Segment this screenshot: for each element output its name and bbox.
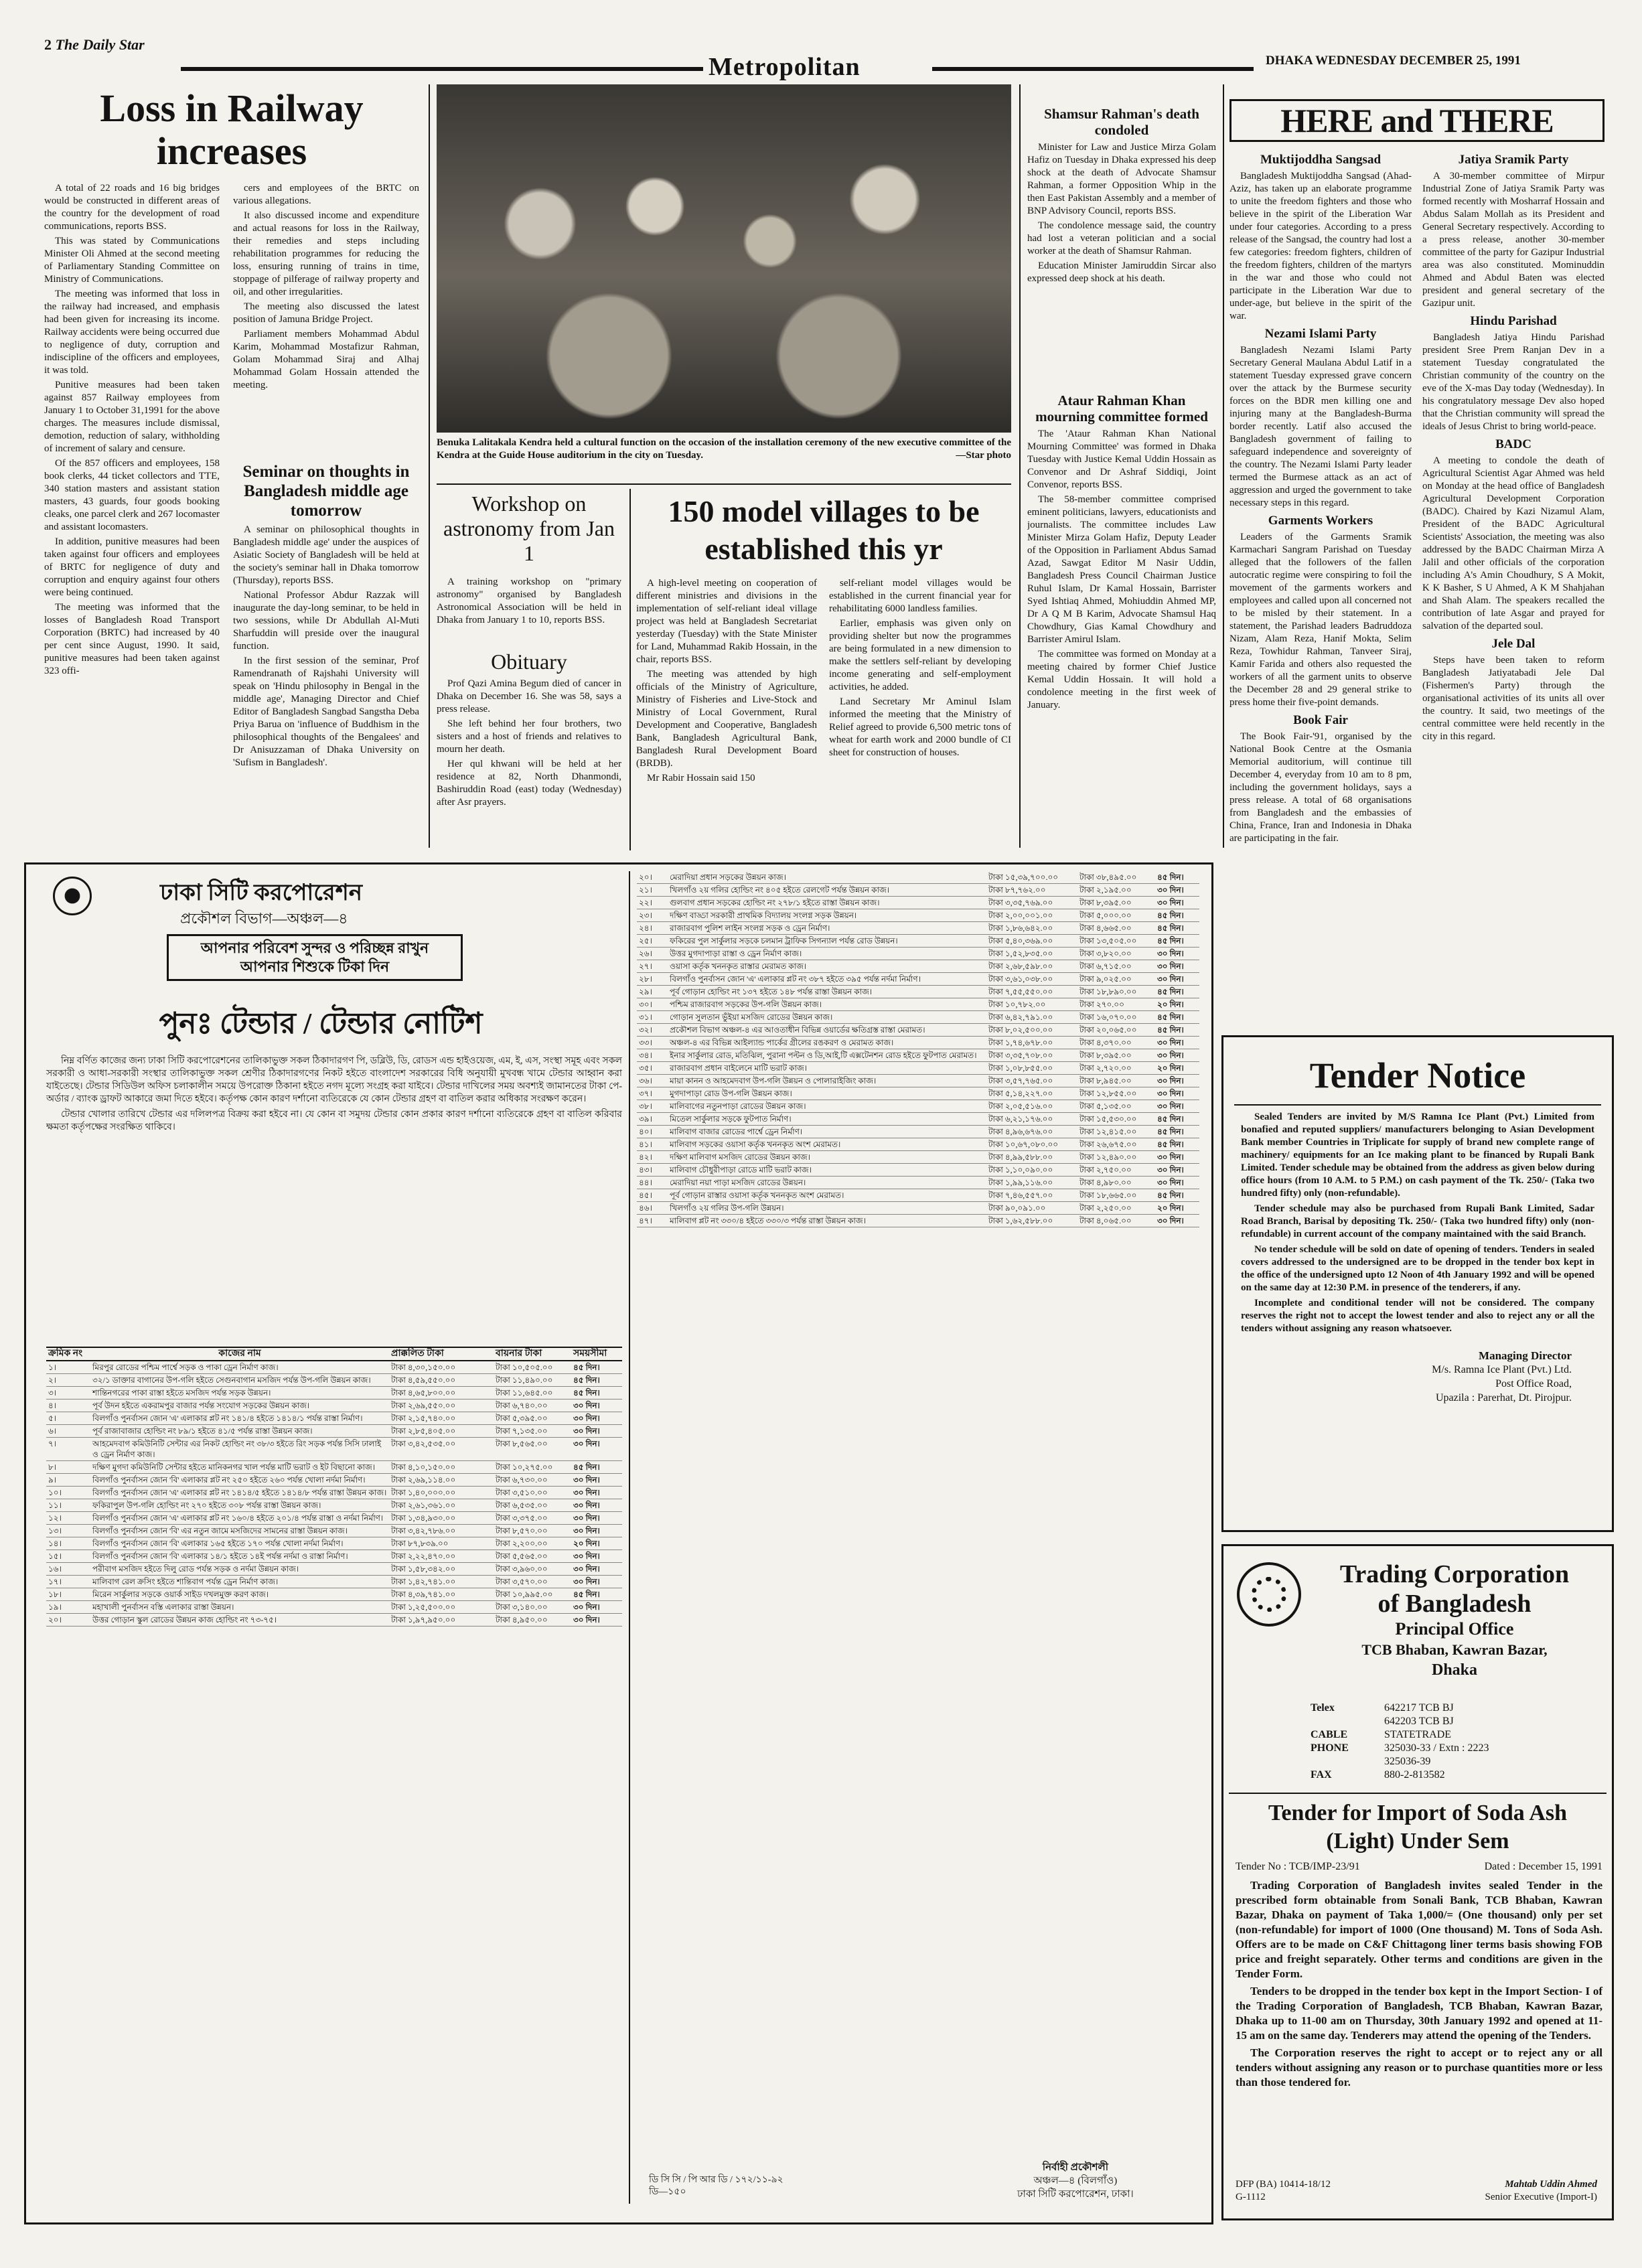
table-row: ৩১। গোড়ান সুলতান ভুঁইয়া মসজিদ রোডের উন্নয়ন কাজ। টাকা ৬,৪২,৭৯১.০০ টাকা ১৬,০৭০.০০ ৪৫ দিন।	[637, 1011, 1199, 1024]
dcc-intro: নিম্ন বর্ণিত কাজের জন্য ঢাকা সিটি করপোরেশনের তালিকাভুক্ত সকল ঠিকাদারগণ পি, ডব্লিউ, ডি, রোডস এন্ড হাইওয়েজ, এম, ই, এস, সংস্থা সমূহ এবং সকল সরকারী ও আধা-সরকারী সংস্থার তালিকাভুক্ত সকল শ্রেণীর ঠিকাদারগণের নিকট হইতে বাংলাদেশ সরকারের বিধি অনুযায়ী মুখবন্ধ খামে টেন্ডার আহ্বান করা যাইতেছে। টেন্ডার সিডিউল অফিস চলাকালীন সময়ে উপরোক্ত ঠিকানা হইতে নগদ মূল্যে সংগ্রহ করা যাইবে। টেন্ডার দাখিলের সময় অবশ্যই জামানতের টাকা পে-অর্ডার / ব্যাংক ড্রাফট আকারে জমা দিতে হইবে। কর্তৃপক্ষ কোন কারণ দর্শানো ব্যতিরেকে যে কোন টেন্ডার গ্রহণ বা বাতিল করার অধিকার সংরক্ষণ করেন। টেন্ডার খোলার তারিখে টেন্ডার এর দলিলপত্র বিক্রয় করা হইবে না। যে কোন বা সমুদয় টেন্ডার কোন প্রকার কারণ দর্শানো ব্যতিরেকে গ্রহণ বা বাতিল করিবার ক্ষমতা কর্তৃপক্ষের সংরক্ষিত থাকিবে।	[46, 1056, 622, 1132]
table-row: ৪৫। পূর্ব গোড়ান রাস্তার ওয়াসা কর্তৃক খননকৃত অংশ মেরামত। টাকা ৭,৪৬,৫৫৭.০০ টাকা ১৮,৬৬৫.০০ ৪৫ দিন।	[637, 1189, 1199, 1202]
page-number: 2 The Daily Star	[44, 36, 145, 53]
tender-notice-box: Tender Notice Sealed Tenders are invited by M/S Ramna Ice Plant (Pvt.) Limited from bonafied and reputed suppliers/ manufacturers belonging to Asian Development Bank member Countries in Triplicate for supply of brand new complete range of machinery/ equipments for an Ice making plant to be financed by Rupali Bank Limited. Tender schedule may be obtained from the address as given below during office hours (from 10 A.M. to 5 P.M.) on cash payment of the Tk. 250/- (Taka two hundred fifty) only (non-refundable). Tender schedule may also be purchased from Rupali Bank Limited, Sadar Road Branch, Barisal by depositing Tk. 250/- (Taka two hundred fifty) only (non-refundable) in current account of the company maintained with the said Branch. No tender schedule will be sold on date of opening of tenders. Tenders in sealed covers addressed to the undersigned are to be dropped in the tender box kept in the office of the undersigned upto 12 Noon of 4th January 1992 and will be opened on the same day at 12:30 P.M. in presence of the tenderers, if any. Incomplete and conditional tender will not be considered. The company reserves the right not to accept the lowest tender and also to reject any or all the tenders without assigning any reason whatsoever. Managing Director M/s. Ramna Ice Plant (Pvt.) Ltd. Post Office Road, Upazila : Parerhat, Dt. Pirojpur.	[1221, 1035, 1614, 1532]
here-item-head: Book Fair	[1293, 713, 1348, 727]
section-title: Metropolitan	[708, 53, 861, 81]
table-row: ২৩। দক্ষিণ বাড্ডা সরকারী প্রাথমিক বিদ্যালয় সংলগ্ন সড়ক উন্নয়ন। টাকা ২,০০,০০১.০০ টাকা ৫,০০০.০০ ৪৫ দিন।	[637, 909, 1199, 922]
table-row: ৫। বিলগাঁও পুনর্বাসন জোন 'এ' এলাকার প্লট নং ১৪১/৪ হইতে ১৪১৪/১ পর্যন্ত রাস্তা নির্মাণ। টাকা ২,১৫,৭৪০.০০ টাকা ৫,৩৯৫.০০ ৩০ দিন।	[46, 1412, 622, 1425]
table-row: ৪। পূর্ব উদন হইতে একরামপুর বাজার পর্যন্ত সংযোগ সড়কের উন্নয়ন কাজ। টাকা ২,৬৯,৫৫০.০০ টাকা ৬,৭৪০.০০ ৩০ দিন।	[46, 1400, 622, 1412]
table-row: ৩৫। রাজারবাগ প্রধান বাইলেনে মাটি ভরাট কাজ। টাকা ১,০৮,৮৫৫.০০ টাকা ২,৭২০.০০ ২০ দিন।	[637, 1062, 1199, 1075]
here-col-1	[1229, 149, 1412, 1166]
railway-title: Loss in Railway increases	[100, 86, 364, 173]
tcb-tender-box: Trading Corporation of Bangladesh Principal Office TCB Bhaban, Kawran Bazar, Dhaka Telex 642217 TCB BJ 642203 TCB BJ CABLE STATETRADE PHONE 325030-33 / Extn : 2223 325036-39 FAX 880-2-813582 Tender for Import of Soda Ash (Light) Under Sem Tender No : TCB/IMP-23/91 Dated : December 15, 1991 Trading Corporation of Bangladesh invites sealed Tender in the prescribed form obtainable from Sonali Bank, TCB Bhaban, Kawran Bazar, Dhaka on payment of Taka 1,000/= (One thousand) only per set (non-refundable) for import of 1000 (One thousand) M. Tons of Soda Ash. Offers are to be made on C&F Chittagong liner terms basis showing FOB price and freight separately. Other terms and conditions are given in the Tender Form. Tenders to be dropped in the tender box kept in the Import Section- I of the Trading Corporation of Bangladesh, TCB Bhaban, Kawran Bazar, Dhaka up to 11-00 am on Thursday, 30th January 1992 and opened at 11-15 am on the same day. Tenderers may attend the opening of the Tenders. The Corporation reserves the right to accept or to reject any or all tenders without assigning any reason or to purchase quantities more or less than those tendered for. DFP (BA) 10414-18/12 G-1112 Mahtab Uddin Ahmed Senior Executive (Import-I)	[1221, 1544, 1614, 2220]
workshop-body: A training workshop on "primary astronomy" organised by Bangladesh Astronomical Association will be held in Dhaka from January 1 to 10, reports BSS.	[437, 577, 621, 625]
table-row: ৪৩। মালিবাগ চৌধুরীপাড়া রোডে মাটি ভরাট কাজ। টাকা ১,১০,০৯০.০০ টাকা ২,৭৫০.০০ ৩০ দিন।	[637, 1164, 1199, 1177]
table-row: ৩। শান্তিনগরের পাকা রাস্তা হইতে মসজিদ পর্যন্ত সড়ক উন্নয়ন। টাকা ৪,৬৫,৮০০.০০ টাকা ১১,৬৪৫.০০ ৪৫ দিন।	[46, 1387, 622, 1400]
dcc-dept: প্রকৌশল বিভাগ—অঞ্চল—৪	[180, 910, 348, 927]
workshop-title: Workshop on astronomy from Jan 1	[443, 492, 615, 565]
here-item: Garments Workers Leaders of the Garments Sramik Karmachari Sangram Parishad on Tuesday alleged that the followers of the fallen autocratic regime were conspiring to foil the movement of the garments workers and employees and called upon all concerned not to be misled by their statement. In a statement, the Parishad leaders Badruddoza Nizam, Alam Reza, Hanif Mokta, Selim Reza, Towhidur Rahman, Tanveer Siraj, Kamir Farida and others also requested the workers of all the garment units to observe the December 28 and 29 general strike to press home their five-point demands.	[1229, 514, 1412, 708]
here-col-2	[1422, 149, 1604, 1019]
obituary-title: Obituary	[491, 650, 567, 674]
here-item: BADC A meeting to condole the death of Agricultural Scientist Agar Ahmed was held on Monday at the head office of Bangladesh Agricultural Development Corporation (BADC). Chaired by Kazi Nizamul Alam, President of the BADC Agricultural Scientists' Association, the meeting was also addressed by the BADC Chairman Mirza A Jalil and other officials of the corporation including A's Amin Choudhury, S A Mokit, K K Basher, S U Ahmed, A K M Shahjahan and Shah Alam. The speakers recalled the contribution of late Asgar and prayed for salvation of the departed soul.	[1422, 437, 1604, 631]
table-row: ৩৩। অঞ্চল-৪ এর বিভিন্ন আইল্যান্ড পার্কের গ্রীলের রঙকরণ ও মেরামত কাজ। টাকা ১,৭৪,৬৭৮.০০ টাকা ৪,৩৭০.০০ ৩০ দিন।	[637, 1037, 1199, 1049]
tcb-contacts: Telex 642217 TCB BJ 642203 TCB BJ CABLE STATETRADE PHONE 325030-33 / Extn : 2223 325036-39 FAX 880-2-813582	[1311, 1702, 1489, 1781]
here-item: Muktijoddha Sangsad Bangladesh Muktijoddha Sangsad (Ahad-Aziz, has taken up an elaborate programme to unite the freedom fighters and those who believe in the spirit of the Liberation War under four categories. According to a press release of the Sangsad, the country had lost a few categories: freedom fighters, children of the freedom fighters, children of the martyrs in the war and those who could not participate in the Liberation War due to under-age, but believe in the spirit of the war.	[1229, 153, 1412, 321]
table-row: ৩২। প্রকৌশল বিভাগ অঞ্চল-৪ এর আওতাধীন বিভিন্ন ওয়ার্ডের ক্ষতিগ্রস্ত রাস্তা মেরামত। টাকা ৮,০২,৫০০.০০ টাকা ২০,০৬৫.০০ ৪৫ দিন।	[637, 1024, 1199, 1037]
dcc-table-left: ক্রমিক নং কাজের নাম প্রাক্কলিত টাকা বায়নার টাকা সময়সীমা ১। মিরপুর রোডের পশ্চিম পার্শ্বে সড়ক ও পাকা ড্রেন নির্মাণ কাজ। টাকা ৪,৩০,১৫০.০০ টাকা ১০,৫০৫.০০ ৪৫ দিন। ২। ৩২/১ ডাক্তার বাগানের উপ-গলি হইতে সেগুনবাগান মসজিদ পর্যন্ত উপ-গলি উন্নয়ন কাজ। টাকা ৪,৫৯,৫৫০.০০ টাকা ১১,৪৯০.০০ ৪৫ দিন। ৩। শান্তিনগরের পাকা রাস্তা হইতে মসজিদ পর্যন্ত সড়ক উন্নয়ন। টাকা ৪,৬৫,৮০০.০০ টাকা ১১,৬৪৫.০০ ৪৫ দিন। ৪। পূর্ব উদন হইতে একরামপুর বাজার পর্যন্ত সংযোগ সড়কের উন্নয়ন কাজ। টাকা ২,৬৯,৫৫০.০০ টাকা ৬,৭৪০.০০ ৩০ দিন। ৫। বিলগাঁও পুনর্বাসন জোন 'এ' এলাকার প্লট নং ১৪১/৪ হইতে ১৪১৪/১ পর্যন্ত রাস্তা নির্মাণ। টাকা ২,১৫,৭৪০.০০ টাকা ৫,৩৯৫.০০ ৩০ দিন। ৬। পূর্ব রাজাবাজার হোল্ডিং নং ৮৯/১ হইতে ৪১/৫ পর্যন্ত রাস্তা উন্নয়ন কাজ। টাকা ২,৮৫,৪০৫.০০ টাকা ৭,১৩৫.০০ ৩০ দিন। ৭। আহমেদবাগ কমিউনিটি সেন্টার এর নিকট হোল্ডিং নং ৩৮/৩ হইতে রিং সড়ক পর্যন্ত সিসি ঢালাই ও ড্রেন নির্মাণ কাজ। টাকা ৩,৪২,৫৩৫.০০ টাকা ৮,৫৬৫.০০ ৩০ দিন। ৮। দক্ষিণ মুগদা কমিউনিটি সেন্টার হইতে মানিকনগর খাল পর্যন্ত মাটি ভরাট ও ইট বিছানো কাজ। টাকা ৪,১০,১৫০.০০ টাকা ১০,২৭৫.০০ ৪৫ দিন। ৯। বিলগাঁও পুনর্বাসন জোন 'বি' এলাকার প্লট নং ২৫০ হইতে ২৬০ পর্যন্ত খোলা নর্দমা নির্মাণ। টাকা ২,৬৯,১১৪.০০ টাকা ৬,৭৩০.০০ ৩০ দিন। ১০। বিলগাঁও পুনর্বাসন জোন 'এ' এলাকার প্লট নং ১৪১৪/৫ হইতে ১৪১৪/৮ পর্যন্ত রাস্তা উন্নয়ন কাজ। টাকা ১,৪০,০০০.০০ টাকা ৩,৫১০.০০ ৩০ দিন। ১১। ফকিরাপুল উপ-গলি হোল্ডিং নং ২৭০ হইতে ৩০৮ পর্যন্ত রাস্তা উন্নয়ন কাজ। টাকা ২,৬১,৩৬১.০০ টাকা ৬,৫৩৫.০০ ৩০ দিন। ১২। বিলগাঁও পুনর্বাসন জোন 'এ' এলাকার প্লট নং ১৬০/৪ হইতে ২০১/৪ পর্যন্ত রাস্তা ও নর্দমা নির্মাণ। টাকা ১,৩৪,৯৩০.০০ টাকা ৩,৩৭৫.০০ ৩০ দিন। ১৩। বিলগাঁও পুনর্বাসন জোন 'বি' এর নতুন জামে মসজিদের সামনের রাস্তা উন্নয়ন কাজ। টাকা ৩,৪২,৭৮৬.০০ টাকা ৮,৫৭০.০০ ৩০ দিন। ১৪। বিলগাঁও পুনর্বাসন জোন 'বি' এলাকার ১৬৫ হইতে ১৭০ পর্যন্ত খোলা নর্দমা নির্মাণ। টাকা ৮৭,৮৩৯.০০ টাকা ২,২০০.০০ ২০ দিন। ১৫। বিলগাঁও পুনর্বাসন জোন 'বি' এলাকার ১৪/১ হইতে ১৪ই পর্যন্ত নর্দমা ও রাস্তা নির্মাণ। টাকা ২,২২,৪৭০.০০ টাকা ৫,৫৬৫.০০ ৩০ দিন। ১৬। পরীবাগ মসজিদ হইতে দিলু রোড পর্যন্ত সড়ক ও নর্দমা উন্নয়ন কাজ। টাকা ১,৫৮,৩৪২.০০ টাকা ৩,৯৬০.০০ ৩০ দিন। ১৭। মালিবাগ রেল ক্রসিং হইতে শান্তিবাগ পর্যন্ত ড্রেন নির্মাণ কাজ। টাকা ১,৪২,৭৪১.০০ টাকা ৩,৫৭০.০০ ৩০ দিন। ১৮। মিরেন সার্কুলার সড়কে ওয়ার্ক সাইড দখলমুক্ত করণ কাজ। টাকা ৪,৩৯,৭৪১.০০ টাকা ১০,৯৯৫.০০ ৪৫ দিন। ১৯। মহাখালী পুনর্বাসন বস্তি এলাকার রাস্তা উন্নয়ন। টাকা ১,২৫,৫০০.০০ টাকা ৩,১৪০.০০ ৩০ দিন। ২০। উত্তর গোড়ান স্কুল রোডের উন্নয়ন কাজ হোল্ডিং নং ৭৩-৭৫। টাকা ১,৯৭,৯৫০.০০ টাকা ৪,৯৫০.০০ ৩০ দিন।	[46, 1347, 622, 1627]
table-row: ৬। পূর্ব রাজাবাজার হোল্ডিং নং ৮৯/১ হইতে ৪১/৫ পর্যন্ত রাস্তা উন্নয়ন কাজ। টাকা ২,৮৫,৪০৫.০০ টাকা ৭,১৩৫.০০ ৩০ দিন।	[46, 1425, 622, 1438]
here-item-head: Garments Workers	[1268, 514, 1373, 528]
railway-col-2: cers and employees of the BRTC on various allegations. It also discussed income and expenditure and actual reasons for loss in the Railway, their remedies and steps including rehabilitation programmes for reducing the loss, ensuring running of trains in time, stoppage of pilferage of railway property and oil, and other irregularities. The meeting also discussed the latest position of Jamuna Bridge Project. Parliament members Mohammad Abdul Karim, Mohammad Mostafizur Rahman, Golam Mohammad Siraj and Alhaj Mohammad Golam Hossain attended the meeting.	[233, 183, 419, 390]
tcb-tender-title: Tender for Import of Soda Ash (Light) Under Sem	[1268, 1801, 1568, 1854]
dcc-footer-ref: ডি সি সি / পি আর ডি / ১৭২/১১-৯২	[649, 2175, 783, 2185]
dateline: DHAKA WEDNESDAY DECEMBER 25, 1991	[1266, 54, 1521, 68]
table-row: ২৯। পূর্ব গোড়ান হোল্ডিং নং ১৩৭ হইতে ১৪৮ পর্যন্ত রাস্তা উন্নয়ন কাজ। টাকা ৭,৫৫,৫৫০.০০ টাকা ১৮,৮৯০.০০ ৪৫ দিন।	[637, 986, 1199, 998]
table-row: ৯। বিলগাঁও পুনর্বাসন জোন 'বি' এলাকার প্লট নং ২৫০ হইতে ২৬০ পর্যন্ত খোলা নর্দমা নির্মাণ। টাকা ২,৬৯,১১৪.০০ টাকা ৬,৭৩০.০০ ৩০ দিন।	[46, 1474, 622, 1487]
cultural-function-photo	[437, 84, 1011, 433]
villages-col-2: self-reliant model villages would be established in the current financial year for rehabilitating 6000 landless families. Earlier, emphasis was given only on providing shelter but now the programmes are being formulated in a new dimension to make the settlers self-reliant by developing income generating and self-employment activities, he added. Land Secretary Mr Aminul Islam informed the meeting that the Ministry of Relief agreed to provide 6,500 metric tons of wheat for earth work and 2000 bundle of CI sheet for construction of houses.	[829, 578, 1011, 758]
table-row: ৪২। দক্ষিণ মালিবাগ মসজিদ রোডের উন্নয়ন কাজ। টাকা ৪,৯৯,৫৮৮.০০ টাকা ১২,৪৯০.০০ ৩০ দিন।	[637, 1151, 1199, 1164]
table-row: ১৩। বিলগাঁও পুনর্বাসন জোন 'বি' এর নতুন জামে মসজিদের সামনের রাস্তা উন্নয়ন কাজ। টাকা ৩,৪২,৭৮৬.০০ টাকা ৮,৫৭০.০০ ৩০ দিন।	[46, 1525, 622, 1537]
table-row: ১১। ফকিরাপুল উপ-গলি হোল্ডিং নং ২৭০ হইতে ৩০৮ পর্যন্ত রাস্তা উন্নয়ন কাজ। টাকা ২,৬১,৩৬১.০০ টাকা ৬,৫৩৫.০০ ৩০ দিন।	[46, 1499, 622, 1512]
seminar-title: Seminar on thoughts in Bangladesh middle age tomorrow	[242, 463, 410, 520]
table-row: ৩৭। মুগদাপাড়া রোড উপ-গলি উন্নয়ন কাজ। টাকা ৫,১৪,২২৭.০০ টাকা ১২,৮৫৫.০০ ৩০ দিন।	[637, 1087, 1199, 1100]
table-row: ২২। গুলবাগ প্রধান সড়কের হোল্ডিং নং ২৭৮/১ হইতে রাস্তা উন্নয়ন কাজ। টাকা ৩,৩৫,৭৬৯.০০ টাকা ৮,৩৯৫.০০ ৩০ দিন।	[637, 897, 1199, 909]
table-row: ২১। খিলগাঁও ২য় গলির হোল্ডিং নং ৪০৫ হইতে রেলগেট পর্যন্ত উন্নয়ন কাজ। টাকা ৮৭,৭৬২.০০ টাকা ২,১৯৫.০০ ৩০ দিন।	[637, 884, 1199, 897]
table-row: ৩৯। মিতেল সার্কুলার সড়কে ফুটপাত নির্মাণ। টাকা ৬,২১,১৭৬.০০ টাকা ১৫,৫৩০.০০ ৪৫ দিন।	[637, 1113, 1199, 1126]
table-row: ১২। বিলগাঁও পুনর্বাসন জোন 'এ' এলাকার প্লট নং ১৬০/৪ হইতে ২০১/৪ পর্যন্ত রাস্তা ও নর্দমা নির্মাণ। টাকা ১,৩৪,৯৩০.০০ টাকা ৩,৩৭৫.০০ ৩০ দিন।	[46, 1512, 622, 1525]
here-item: Jatiya Sramik Party A 30-member committee of Mirpur Industrial Zone of Jatiya Sramik Party was formed recently with Mosharraf Hossain and Abdus Salam Mollah as its President and General Secretary respectively. According to a press release, another 30-member committee of the party for Gazipur Industrial area was also constituted. Mominuddin Ahmed and Abdul Baten was elected president and general secretary of the Gazipur unit.	[1422, 153, 1604, 309]
dcc-seal	[53, 877, 92, 915]
table-row: ১৫। বিলগাঁও পুনর্বাসন জোন 'বি' এলাকার ১৪/১ হইতে ১৪ই পর্যন্ত নর্দমা ও রাস্তা নির্মাণ। টাকা ২,২২,৪৭০.০০ টাকা ৫,৫৬৫.০০ ৩০ দিন।	[46, 1550, 622, 1563]
table-row: ১। মিরপুর রোডের পশ্চিম পার্শ্বে সড়ক ও পাকা ড্রেন নির্মাণ কাজ। টাকা ৪,৩০,১৫০.০০ টাকা ১০,৫০৫.০০ ৪৫ দিন।	[46, 1361, 622, 1374]
here-item-head: Nezami Islami Party	[1264, 327, 1377, 341]
here-item-head: Jatiya Sramik Party	[1458, 153, 1569, 167]
table-row: ২৪। রাজারবাগ পুলিশ লাইন সংলগ্ন সড়ক ও ড্রেন নির্মাণ। টাকা ১,৮৬,৬৪২.০০ টাকা ৪,৬৬৫.০০ ৪৫ দিন।	[637, 922, 1199, 935]
table-row: ২৫। ফকিরের পুল সার্কুলার সড়কে চলমান ট্রাফিক সিগন্যাল পর্যন্ত রোড উন্নয়ন। টাকা ৫,৪০,৩৬৯.০০ টাকা ১৩,৫০৫.০০ ৪৫ দিন।	[637, 935, 1199, 948]
railway-col-1: A total of 22 roads and 16 big bridges would be constructed in different areas of the country for the development of road communications, reports BSS. This was stated by Communications Minister Oli Ahmed at the second meeting of Parliamentary Standing Committee on Ministry of Communications. The meeting was informed that loss in the railway had increased, and emphasis had been given for increasing its income. Railway accidents were being occurred due to negligence of duty, corruption and indiscipline of the officers and employees, it was told. Punitive measures had been taken against 857 Railway employees from January 1 to October 31,1991 for the above charges. The measures include dismissal, demotion, reduction of salary, withholding of increment of salary and censure. Of the 857 officers and employees, 158 book clerks, 44 ticket collectors and TTE, 340 station masters and assistant station masters, 43 guards, four goods booking cleaks, one parcel clerk and 267 locomaster and assistant locomasters. In addition, punitive measures had been taken against four officers and employees of BRTC for negligence of duty and corruption and enquiry against four others were being continued. The meeting was informed that the losses of Bangladesh Road Transport Corporation (BRTC) had increased by 40 per cent since August, 1990. It said, punitive measures had been taken against 323 offi-	[44, 183, 220, 676]
villages-col-1: A high-level meeting on cooperation of different ministries and divisions in the implementation of self-reliant ideal village project was held at Bangladesh Secretariat yesterday (Tuesday) with the State Minister for Land, Muhammad Rakib Hossain, in the chair, reports BSS. The meeting was attended by high officials of the Ministry of Agriculture, Ministry of Fisheries and Live-Stock and Ministry of Local Government, Rural Development and Cooperative, Bangladesh Bank, Bangladesh Agricultural Bank, Bangladesh Rural Development Board (BRDB). Mr Rabir Hossain said 150	[636, 578, 817, 783]
table-row: ২৭। ওয়াসা কর্তৃক খননকৃত রাস্তার মেরামত কাজ। টাকা ২,৬৮,৫৯৮.০০ টাকা ৬,৭১৫.০০ ৩০ দিন।	[637, 960, 1199, 973]
table-row: ৪৬। খিলগাঁও ২য় গলির উপ-গলি উন্নয়ন। টাকা ৯০,০৯১.০০ টাকা ২,২৫০.০০ ২০ দিন।	[637, 1202, 1199, 1215]
table-row: ১৮। মিরেন সার্কুলার সড়কে ওয়ার্ক সাইড দখলমুক্ত করণ কাজ। টাকা ৪,৩৯,৭৪১.০০ টাকা ১০,৯৯৫.০০ ৪৫ দিন।	[46, 1588, 622, 1601]
ataur-article: Ataur Rahman Khan mourning committee formed The 'Ataur Rahman Khan National Mourning Committee' was formed in Dhaka Tuesday with Justice Kemal Uddin Hossain as Convenor and Dr Ashraf Siddiqi, Joint Convenor, reports BSS. The 58-member committee comprised eminent politicians, lawyers, educationists and journalists. The committee includes Law Minister Mirza Golam Hafiz, Deputy Leader of the Opposition in Parliament Abdus Samad Azad, Sawgat Editor M Nasir Uddin, Bangladesh Press Council Chairman Justice Ruhul Islam, Dr Kamal Hossain, Barrister Syed Ishtiaq Ahmed, Mohiuddin Ahmed MP, Dr A Q M B Karim, Advocate Shamsul Haq Chowdhury, Gias Kamal Chowdhury and Barrister Amirul Islam. The committee was formed on Monday at a meeting chaired by former Chief Justice Kemal Uddin Hossain. It will hold a condolence meeting in the first week of January.	[1027, 392, 1216, 710]
tcb-name: Trading Corporation	[1339, 1560, 1570, 1588]
table-row: ২৬। উত্তর মুগদাপাড়া রাস্তা ও ড্রেন নির্মাণ কাজ। টাকা ১,৫২,৮৩৫.০০ টাকা ৩,৮২০.০০ ৩০ দিন।	[637, 948, 1199, 960]
here-item: Jele Dal Steps have been taken to reform Bangladesh Jatiyatabadi Jele Dal (Fishermen's Party) through the organisational activities of its units all over the country. It said, two meetings of the central committee were held recently in the city in this regard.	[1422, 637, 1604, 742]
here-item-head: Muktijoddha Sangsad	[1260, 153, 1382, 167]
table-row: ৩৪। ইনার সার্কুলার রোড, মতিঝিল, পুরানা পল্টন ও ডি,আই,টি এক্সটেনশন রোড হইতে ফুটপাত মেরামত। টাকা ৩,৩৫,৭০৮.০০ টাকা ৮,৩৯৫.০০ ৩০ দিন।	[637, 1049, 1199, 1062]
table-row: ২। ৩২/১ ডাক্তার বাগানের উপ-গলি হইতে সেগুনবাগান মসজিদ পর্যন্ত উপ-গলি উন্নয়ন কাজ। টাকা ৪,৫৯,৫৫০.০০ টাকা ১১,৪৯০.০০ ৪৫ দিন।	[46, 1374, 622, 1387]
tender-signatory: Managing Director	[1479, 1349, 1572, 1362]
obituary-body: Prof Qazi Amina Begum died of cancer in Dhaka on December 16. She was 58, says a press release. She left behind her four brothers, two sisters and a host of friends and relatives to mourn her death. Her qul khwani will be held at her residence at 82, North Dhanmondi, Bashiruddin Road (east) today (Wednesday) after Asr prayers.	[437, 678, 621, 808]
here-there-title: HERE and THERE	[1229, 99, 1604, 142]
table-row: ৪১। মালিবাগ সড়কের ওয়াসা কর্তৃক খননকৃত অংশ মেরামত। টাকা ১০,৬৭,০৮০.০০ টাকা ২৬,৬৭৫.০০ ৪৫ দিন।	[637, 1138, 1199, 1151]
shamsur-article: Shamsur Rahman's death condoled Minister for Law and Justice Mirza Golam Hafiz on Tuesday in Dhaka expressed his deep shock at the death of Advocate Shamsur Rahman, a former Opposition Whip in the then East Pakistan Assembly and a member of BNP Advisory Council, reports BSS. The condolence message said, the country had lost a veteran politician and a social worker at the death of Shamsur Rahman. Education Minister Jamiruddin Sircar also expressed deep shock at his death.	[1027, 106, 1216, 284]
table-row: ৪৭। মালিবাগ প্লট নং ৩৩০/৪ হইতে ৩৩০/৩ পর্যন্ত রাস্তা উন্নয়ন কাজ। টাকা ১,৬২,৫৮৮.০০ টাকা ৪,০৬৫.০০ ৩০ দিন।	[637, 1215, 1199, 1227]
table-row: ৭। আহমেদবাগ কমিউনিটি সেন্টার এর নিকট হোল্ডিং নং ৩৮/৩ হইতে রিং সড়ক পর্যন্ত সিসি ঢালাই ও ড্রেন নির্মাণ কাজ। টাকা ৩,৪২,৫৩৫.০০ টাকা ৮,৫৬৫.০০ ৩০ দিন।	[46, 1438, 622, 1461]
seminar-body: A seminar on philosophical thoughts in Bangladesh middle age' under the auspices of Asiatic Society of Bangladesh will be held at the society's seminar hall in Dhaka tomorrow (Thursday), reports BSS. National Professor Abdur Razzak will inaugurate the day-long seminar, to be held in two sessions, while Dr Abdullah Al-Muti Sharfuddin will preside over the inaugural function. In the first session of the seminar, Prof Ramendranath of Rajshahi University will speak on 'Hindu philosophy in Bengal in the middle age', Managing Director and Chief Editor of Bangladesh Sangbad Sangstha Deba Priya Barua on 'influence of Buddhism in the philosophical thoughts of the Bengalees' and Dr Anisuzzaman of Dhaka University on 'Sufism in Bangladesh'.	[233, 524, 419, 768]
table-row: ৩৮। মালিবাগের নতুনপাড়া রোডের উন্নয়ন কাজ। টাকা ২,০৫,৫১৬.০০ টাকা ৫,১৩৫.০০ ৩০ দিন।	[637, 1100, 1199, 1113]
table-row: ২৮। বিলগাঁও পুনর্বাসন জোন 'এ' এলাকার প্লট নং ৩৮৭ হইতে ৩৯৫ পর্যন্ত নর্দমা নির্মাণ। টাকা ৩,৬১,০৩৮.০০ টাকা ৯,০২৫.০০ ৩০ দিন।	[637, 973, 1199, 986]
table-row: ৩৬। মায়া কানন ও আহমেদবাগ উপ-গলি উন্নয়ন ও পোলারাইজিং কাজ। টাকা ৩,৫৭,৭৬৫.০০ টাকা ৮,৯৪৫.০০ ৩০ দিন।	[637, 1075, 1199, 1087]
villages-title: 150 model villages to be established this yr	[668, 494, 980, 566]
table-row: ৪৪। মেরাদিয়া নয়া পাড়া মসজিদ রোডের উন্নয়ন। টাকা ১,৯৯,১১৬.০০ টাকা ৪,৯৮০.০০ ৩০ দিন।	[637, 1177, 1199, 1189]
paper-name: The Daily Star	[55, 36, 145, 53]
table-row: ১৭। মালিবাগ রেল ক্রসিং হইতে শান্তিবাগ পর্যন্ত ড্রেন নির্মাণ কাজ। টাকা ১,৪২,৭৪১.০০ টাকা ৩,৫৭০.০০ ৩০ দিন।	[46, 1576, 622, 1588]
shamsur-title: Shamsur Rahman's death condoled	[1044, 106, 1199, 138]
table-row: ৪০। মালিবাগ বাজার রোডের পার্শ্বে ড্রেন নির্মাণ। টাকা ৪,৯৬,৬৭৬.০০ টাকা ১২,৪১৫.০০ ৪৫ দিন।	[637, 1126, 1199, 1138]
table-row: ১৪। বিলগাঁও পুনর্বাসন জোন 'বি' এলাকার ১৬৫ হইতে ১৭০ পর্যন্ত খোলা নর্দমা নির্মাণ। টাকা ৮৭,৮৩৯.০০ টাকা ২,২০০.০০ ২০ দিন।	[46, 1537, 622, 1550]
dcc-table-right	[637, 871, 1199, 1227]
here-item: Nezami Islami Party Bangladesh Nezami Islami Party Secretary General Maulana Abdul Latif in a statement Tuesday expressed grave concern over the attack by the Burmese security forces on the BDR men killing one and injuring many at the Bangladesh-Burma border recently. Latif also accused the Bangladesh government of failing to safeguard independence and sovereignty of the country. The Nezami Islami Party leader termed the Burmese attack as an act of aggression and urged the government to take necessary steps in this regard.	[1229, 327, 1412, 508]
table-row: ৮। দক্ষিণ মুগদা কমিউনিটি সেন্টার হইতে মানিকনগর খাল পর্যন্ত মাটি ভরাট ও ইট বিছানো কাজ। টাকা ৪,১০,১৫০.০০ টাকা ১০,২৭৫.০০ ৪৫ দিন।	[46, 1461, 622, 1474]
dcc-notice-title: পুনঃ টেন্ডার / টেন্ডার নোটিশ	[159, 1007, 483, 1040]
tcb-logo	[1237, 1562, 1301, 1627]
here-item-head: Jele Dal	[1491, 637, 1536, 651]
table-row: ১৯। মহাখালী পুনর্বাসন বস্তি এলাকার রাস্তা উন্নয়ন। টাকা ১,২৫,৫০০.০০ টাকা ৩,১৪০.০০ ৩০ দিন।	[46, 1601, 622, 1614]
table-row: ১০। বিলগাঁও পুনর্বাসন জোন 'এ' এলাকার প্লট নং ১৪১৪/৫ হইতে ১৪১৪/৮ পর্যন্ত রাস্তা উন্নয়ন কাজ। টাকা ১,৪০,০০০.০০ টাকা ৩,৫১০.০০ ৩০ দিন।	[46, 1487, 622, 1499]
here-item: Hindu Parishad Bangladesh Jatiya Hindu Parishad president Sree Prem Ranjan Dev in a statement Tuesday congratulated the Christian community of the country on the eve of the X-mas Day today (Wednesday). In his congratulatory message Dev also hoped that the Christian community will spread the ideals of Jesus Christ to bring world-peace.	[1422, 314, 1604, 432]
table-row: ৩০। পশ্চিম রাজারবাগ সড়কের উপ-গলি উন্নয়ন কাজ। টাকা ১০,৭৮২.০০ টাকা ২৭০.০০ ২০ দিন।	[637, 998, 1199, 1011]
table-row: ২০। উত্তর গোড়ান স্কুল রোডের উন্নয়ন কাজ হোল্ডিং নং ৭৩-৭৫। টাকা ১,৯৭,৯৫০.০০ টাকা ৪,৯৫০.০০ ৩০ দিন।	[46, 1614, 622, 1627]
here-item-head: BADC	[1495, 437, 1532, 451]
ataur-title: Ataur Rahman Khan mourning committee formed	[1035, 392, 1208, 425]
dcc-title: ঢাকা সিটি করপোরেশন	[160, 881, 363, 905]
here-item: Book Fair The Book Fair-'91, organised by the National Book Centre at the Osmania Memorial auditorium, will continue till December 4, everyday from 10 am to 8 pm, including the government holidays, says a press release. A total of 68 organisations from Bangladesh and the embassies of China, France, Iran and Indonesia in Dhaka are participating in the fair.	[1229, 713, 1412, 844]
table-row: ২০। মেরাদিয়া প্রধান সড়কের উন্নয়ন কাজ। টাকা ১৫,৩৯,৭০০.০০ টাকা ৩৮,৪৯৫.০০ ৪৫ দিন।	[637, 871, 1199, 884]
dcc-slogan: আপনার পরিবেশ সুন্দর ও পরিচ্ছন্ন রাখুন আপনার শিশুকে টিকা দিন	[167, 934, 463, 981]
table-row: ১৬। পরীবাগ মসজিদ হইতে দিলু রোড পর্যন্ত সড়ক ও নর্দমা উন্নয়ন কাজ। টাকা ১,৫৮,৩৪২.০০ টাকা ৩,৯৬০.০০ ৩০ দিন।	[46, 1563, 622, 1576]
dcc-signatory: নির্বাহী প্রকৌশলী	[1042, 2162, 1108, 2173]
photo-caption: Benuka Lalitakala Kendra held a cultural function on the occasion of the installation ceremony of the new executive committee of the Kendra at the Guide House auditorium in the city on Tuesday. —Star photo	[437, 437, 1011, 461]
dcc-tender-box: ঢাকা সিটি করপোরেশন প্রকৌশল বিভাগ—অঞ্চল—৪ আপনার পরিবেশ সুন্দর ও পরিচ্ছন্ন রাখুন আপনার শিশুকে টিকা দিন পুনঃ টেন্ডার / টেন্ডার নোটিশ নিম্ন বর্ণিত কাজের জন্য ঢাকা সিটি করপোরেশনের তালিকাভুক্ত সকল ঠিকাদারগণ পি, ডব্লিউ, ডি, রোডস এন্ড হাইওয়েজ, এম, ই, এস, সংস্থা সমূহ এবং সকল সরকারী ও আধা-সরকারী সংস্থার তালিকাভুক্ত সকল শ্রেণীর ঠিকাদারগণের নিকট হইতে বাংলাদেশ সরকারের বিধি অনুযায়ী মুখবন্ধ খামে টেন্ডার আহ্বান করা যাইতেছে। টেন্ডার সিডিউল অফিস চলাকালীন সময়ে উপরোক্ত ঠিকানা হইতে নগদ মূল্যে সংগ্রহ করা যাইবে। টেন্ডার দাখিলের সময় অবশ্যই জামানতের টাকা পে-অর্ডার / ব্যাংক ড্রাফট আকারে জমা দিতে হইবে। কর্তৃপক্ষ কোন কারণ দর্শানো ব্যতিরেকে যে কোন টেন্ডার গ্রহণ বা বাতিল করার অধিকার সংরক্ষণ করেন। টেন্ডার খোলার তারিখে টেন্ডার এর দলিলপত্র বিক্রয় করা হইবে না। যে কোন বা সমুদয় টেন্ডার কোন প্রকার কারণ দর্শানো ব্যতিরেকে গ্রহণ বা বাতিল করিবার ক্ষমতা কর্তৃপক্ষের সংরক্ষিত থাকিবে। ক্রমিক নং কাজের নাম প্রাক্কলিত টাকা বায়নার টাকা সময়সীমা ১। মিরপুর রোডের পশ্চিম পার্শ্বে সড়ক ও পাকা ড্রেন নির্মাণ কাজ। টাকা ৪,৩০,১৫০.০০ টাকা ১০,৫০৫.০০ ৪৫ দিন। ২। ৩২/১ ডাক্তার বাগানের উপ-গলি হইতে সেগুনবাগান মসজিদ পর্যন্ত উপ-গলি উন্নয়ন কাজ। টাকা ৪,৫৯,৫৫০.০০ টাকা ১১,৪৯০.০০ ৪৫ দিন। ৩। শান্তিনগরের পাকা রাস্তা হইতে মসজিদ পর্যন্ত সড়ক উন্নয়ন। টাকা ৪,৬৫,৮০০.০০ টাকা ১১,৬৪৫.০০ ৪৫ দিন। ৪। পূর্ব উদন হইতে একরামপুর বাজার পর্যন্ত সংযোগ সড়কের উন্নয়ন কাজ। টাকা ২,৬৯,৫৫০.০০ টাকা ৬,৭৪০.০০ ৩০ দিন। ৫। বিলগাঁও পুনর্বাসন জোন 'এ' এলাকার প্লট নং ১৪১/৪ হইতে ১৪১৪/১ পর্যন্ত রাস্তা নির্মাণ। টাকা ২,১৫,৭৪০.০০ টাকা ৫,৩৯৫.০০ ৩০ দিন। ৬। পূর্ব রাজাবাজার হোল্ডিং নং ৮৯/১ হইতে ৪১/৫ পর্যন্ত রাস্তা উন্নয়ন কাজ। টাকা ২,৮৫,৪০৫.০০ টাকা ৭,১৩৫.০০ ৩০ দিন। ৭। আহমেদবাগ কমিউনিটি সেন্টার এর নিকট হোল্ডিং নং ৩৮/৩ হইতে রিং সড়ক পর্যন্ত সিসি ঢালাই ও ড্রেন নির্মাণ কাজ। টাকা ৩,৪২,৫৩৫.০০ টাকা ৮,৫৬৫.০০ ৩০ দিন। ৮। দক্ষিণ মুগদা কমিউনিটি সেন্টার হইতে মানিকনগর খাল পর্যন্ত মাটি ভরাট ও ইট বিছানো কাজ। টাকা ৪,১০,১৫০.০০ টাকা ১০,২৭৫.০০ ৪৫ দিন। ৯। বিলগাঁও পুনর্বাসন জোন 'বি' এলাকার প্লট নং ২৫০ হইতে ২৬০ পর্যন্ত খোলা নর্দমা নির্মাণ। টাকা ২,৬৯,১১৪.০০ টাকা ৬,৭৩০.০০ ৩০ দিন। ১০। বিলগাঁও পুনর্বাসন জোন 'এ' এলাকার প্লট নং ১৪১৪/৫ হইতে ১৪১৪/৮ পর্যন্ত রাস্তা উন্নয়ন কাজ। টাকা ১,৪০,০০০.০০ টাকা ৩,৫১০.০০ ৩০ দিন। ১১। ফকিরাপুল উপ-গলি হোল্ডিং নং ২৭০ হইতে ৩০৮ পর্যন্ত রাস্তা উন্নয়ন কাজ। টাকা ২,৬১,৩৬১.০০ টাকা ৬,৫৩৫.০০ ৩০ দিন। ১২। বিলগাঁও পুনর্বাসন জোন 'এ' এলাকার প্লট নং ১৬০/৪ হইতে ২০১/৪ পর্যন্ত রাস্তা ও নর্দমা নির্মাণ। টাকা ১,৩৪,৯৩০.০০ টাকা ৩,৩৭৫.০০ ৩০ দিন। ১৩। বিলগাঁও পুনর্বাসন জোন 'বি' এর নতুন জামে মসজিদের সামনের রাস্তা উন্নয়ন কাজ। টাকা ৩,৪২,৭৮৬.০০ টাকা ৮,৫৭০.০০ ৩০ দিন। ১৪। বিলগাঁও পুনর্বাসন জোন 'বি' এলাকার ১৬৫ হইতে ১৭০ পর্যন্ত খোলা নর্দমা নির্মাণ। টাকা ৮৭,৮৩৯.০০ টাকা ২,২০০.০০ ২০ দিন। ১৫। বিলগাঁও পুনর্বাসন জোন 'বি' এলাকার ১৪/১ হইতে ১৪ই পর্যন্ত নর্দমা ও রাস্তা নির্মাণ। টাকা ২,২২,৪৭০.০০ টাকা ৫,৫৬৫.০০ ৩০ দিন। ১৬। পরীবাগ মসজিদ হইতে দিলু রোড পর্যন্ত সড়ক ও নর্দমা উন্নয়ন কাজ। টাকা ১,৫৮,৩৪২.০০ টাকা ৩,৯৬০.০০ ৩০ দিন। ১৭। মালিবাগ রেল ক্রসিং হইতে শান্তিবাগ পর্যন্ত ড্রেন নির্মাণ কাজ। টাকা ১,৪২,৭৪১.০০ টাকা ৩,৫৭০.০০ ৩০ দিন। ১৮। মিরেন সার্কুলার সড়কে ওয়ার্ক সাইড দখলমুক্ত করণ কাজ। টাকা ৪,৩৯,৭৪১.০০ টাকা ১০,৯৯৫.০০ ৪৫ দিন। ১৯। মহাখালী পুনর্বাসন বস্তি এলাকার রাস্তা উন্নয়ন। টাকা ১,২৫,৫০০.০০ টাকা ৩,১৪০.০০ ৩০ দিন। ২০। উত্তর গোড়ান স্কুল রোডের উন্নয়ন কাজ হোল্ডিং নং ৭৩-৭৫। টাকা ১,৯৭,৯৫০.০০ টাকা ৪,৯৫০.০০ ৩০ দিন। ২০। মেরাদিয়া প্রধান সড়কের উন্নয়ন কাজ। টাকা ১৫,৩৯,৭০০.০০ টাকা ৩৮,৪৯৫.০০ ৪৫ দিন। ২১। খিলগাঁও ২য় গলির হোল্ডিং নং ৪০৫ হইতে রেলগেট পর্যন্ত উন্নয়ন কাজ। টাকা ৮৭,৭৬২.০০ টাকা ২,১৯৫.০০ ৩০ দিন। ২২। গুলবাগ প্রধান সড়কের হোল্ডিং নং ২৭৮/১ হইতে রাস্তা উন্নয়ন কাজ। টাকা ৩,৩৫,৭৬৯.০০ টাকা ৮,৩৯৫.০০ ৩০ দিন। ২৩। দক্ষিণ বাড্ডা সরকারী প্রাথমিক বিদ্যালয় সংলগ্ন সড়ক উন্নয়ন। টাকা ২,০০,০০১.০০ টাকা ৫,০০০.০০ ৪৫ দিন। ২৪। রাজারবাগ পুলিশ লাইন সংলগ্ন সড়ক ও ড্রেন নির্মাণ। টাকা ১,৮৬,৬৪২.০০ টাকা ৪,৬৬৫.০০ ৪৫ দিন। ২৫। ফকিরের পুল সার্কুলার সড়কে চলমান ট্রাফিক সিগন্যাল পর্যন্ত রোড উন্নয়ন। টাকা ৫,৪০,৩৬৯.০০ টাকা ১৩,৫০৫.০০ ৪৫ দিন। ২৬। উত্তর মুগদাপাড়া রাস্তা ও ড্রেন নির্মাণ কাজ। টাকা ১,৫২,৮৩৫.০০ টাকা ৩,৮২০.০০ ৩০ দিন। ২৭। ওয়াসা কর্তৃক খননকৃত রাস্তার মেরামত কাজ। টাকা ২,৬৮,৫৯৮.০০ টাকা ৬,৭১৫.০০ ৩০ দিন। ২৮। বিলগাঁও পুনর্বাসন জোন 'এ' এলাকার প্লট নং ৩৮৭ হইতে ৩৯৫ পর্যন্ত নর্দমা নির্মাণ। টাকা ৩,৬১,০৩৮.০০ টাকা ৯,০২৫.০০ ৩০ দিন। ২৯। পূর্ব গোড়ান হোল্ডিং নং ১৩৭ হইতে ১৪৮ পর্যন্ত রাস্তা উন্নয়ন কাজ। টাকা ৭,৫৫,৫৫০.০০ টাকা ১৮,৮৯০.০০ ৪৫ দিন। ৩০। পশ্চিম রাজারবাগ সড়কের উপ-গলি উন্নয়ন কাজ। টাকা ১০,৭৮২.০০ টাকা ২৭০.০০ ২০ দিন। ৩১। গোড়ান সুলতান ভুঁইয়া মসজিদ রোডের উন্নয়ন কাজ। টাকা ৬,৪২,৭৯১.০০ টাকা ১৬,০৭০.০০ ৪৫ দিন। ৩২। প্রকৌশল বিভাগ অঞ্চল-৪ এর আওতাধীন বিভিন্ন ওয়ার্ডের ক্ষতিগ্রস্ত রাস্তা মেরামত। টাকা ৮,০২,৫০০.০০ টাকা ২০,০৬৫.০০ ৪৫ দিন। ৩৩। অঞ্চল-৪ এর বিভিন্ন আইল্যান্ড পার্কের গ্রীলের রঙকরণ ও মেরামত কাজ। টাকা ১,৭৪,৬৭৮.০০ টাকা ৪,৩৭০.০০ ৩০ দিন। ৩৪। ইনার সার্কুলার রোড, মতিঝিল, পুরানা পল্টন ও ডি,আই,টি এক্সটেনশন রোড হইতে ফুটপাত মেরামত। টাকা ৩,৩৫,৭০৮.০০ টাকা ৮,৩৯৫.০০ ৩০ দিন। ৩৫। রাজারবাগ প্রধান বাইলেনে মাটি ভরাট কাজ। টাকা ১,০৮,৮৫৫.০০ টাকা ২,৭২০.০০ ২০ দিন। ৩৬। মায়া কানন ও আহমেদবাগ উপ-গলি উন্নয়ন ও পোলারাইজিং কাজ। টাকা ৩,৫৭,৭৬৫.০০ টাকা ৮,৯৪৫.০০ ৩০ দিন। ৩৭। মুগদাপাড়া রোড উপ-গলি উন্নয়ন কাজ। টাকা ৫,১৪,২২৭.০০ টাকা ১২,৮৫৫.০০ ৩০ দিন। ৩৮। মালিবাগের নতুনপাড়া রোডের উন্নয়ন কাজ। টাকা ২,০৫,৫১৬.০০ টাকা ৫,১৩৫.০০ ৩০ দিন। ৩৯। মিতেল সার্কুলার সড়কে ফুটপাত নির্মাণ। টাকা ৬,২১,১৭৬.০০ টাকা ১৫,৫৩০.০০ ৪৫ দিন। ৪০। মালিবাগ বাজার রোডের পার্শ্বে ড্রেন নির্মাণ। টাকা ৪,৯৬,৬৭৬.০০ টাকা ১২,৪১৫.০০ ৪৫ দিন। ৪১। মালিবাগ সড়কের ওয়াসা কর্তৃক খননকৃত অংশ মেরামত। টাকা ১০,৬৭,০৮০.০০ টাকা ২৬,৬৭৫.০০ ৪৫ দিন। ৪২। দক্ষিণ মালিবাগ মসজিদ রোডের উন্নয়ন কাজ। টাকা ৪,৯৯,৫৮৮.০০ টাকা ১২,৪৯০.০০ ৩০ দিন। ৪৩। মালিবাগ চৌধুরীপাড়া রোডে মাটি ভরাট কাজ। টাকা ১,১০,০৯০.০০ টাকা ২,৭৫০.০০ ৩০ দিন। ৪৪। মেরাদিয়া নয়া পাড়া মসজিদ রোডের উন্নয়ন। টাকা ১,৯৯,১১৬.০০ টাকা ৪,৯৮০.০০ ৩০ দিন। ৪৫। পূর্ব গোড়ান রাস্তার ওয়াসা কর্তৃক খননকৃত অংশ মেরামত। টাকা ৭,৪৬,৫৫৭.০০ টাকা ১৮,৬৬৫.০০ ৪৫ দিন। ৪৬। খিলগাঁও ২য় গলির উপ-গলি উন্নয়ন। টাকা ৯০,০৯১.০০ টাকা ২,২৫০.০০ ২০ দিন। ৪৭। মালিবাগ প্লট নং ৩৩০/৪ হইতে ৩৩০/৩ পর্যন্ত রাস্তা উন্নয়ন কাজ। টাকা ১,৬২,৫৮৮.০০ টাকা ৪,০৬৫.০০ ৩০ দিন। ডি সি সি / পি আর ডি / ১৭২/১১-৯২ ডি—১৫০ নির্বাহী প্রকৌশলী অঞ্চল—৪ (বিলগাঁও) ঢাকা সিটি করপোরেশন, ঢাকা।	[24, 862, 1213, 2224]
tender-notice-title: Tender Notice	[1309, 1055, 1526, 1095]
here-item-head: Hindu Parishad	[1470, 314, 1557, 328]
